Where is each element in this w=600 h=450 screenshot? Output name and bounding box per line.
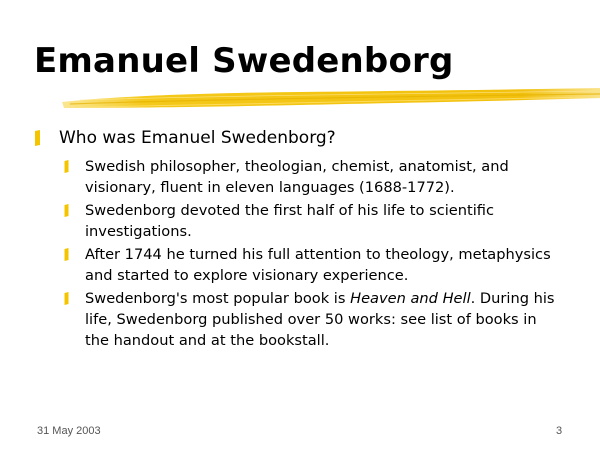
sub-bullet-item: [64, 244, 574, 286]
sub-bullet-list: [64, 156, 574, 353]
main-bullet-text: Who was Emanuel Swedenborg?: [59, 128, 336, 148]
sub-bullet-text-before: Swedenborg's most popular book is: [85, 290, 351, 307]
main-bullet: [34, 127, 574, 149]
sub-bullet-marker-icon: [64, 248, 69, 261]
sub-bullet-text: [85, 288, 565, 351]
bullet-marker-icon: [34, 130, 41, 146]
sub-bullet-text: After 1744 he turned his full attention to theology, metaphysics and started to explore visionary experience.: [85, 246, 551, 284]
sub-bullet-item: [64, 288, 574, 351]
sub-bullet-marker-icon: [64, 160, 69, 173]
book-title: Heaven and Hell: [350, 290, 471, 307]
footer-date: 31 May 2003: [37, 425, 101, 437]
sub-bullet-text-after: . During his life, Swedenborg published over 50 works: see list of books in the handout and at the bookstall.: [85, 290, 555, 349]
sub-bullet-item: [64, 156, 574, 198]
sub-bullet-text: Swedish philosopher, theologian, chemist, anatomist, and visionary, fluent in eleven languages (1688-1772).: [85, 158, 509, 196]
sub-bullet-marker-icon: [64, 204, 69, 217]
slide-title: Emanuel Swedenborg: [34, 41, 454, 81]
sub-bullet-item: [64, 200, 574, 242]
page-number: 3: [556, 425, 563, 437]
sub-bullet-marker-icon: [64, 292, 69, 305]
sub-bullet-text: Swedenborg devoted the first half of his life to scientific investigations.: [85, 202, 494, 240]
title-brush-stroke: [60, 82, 600, 116]
